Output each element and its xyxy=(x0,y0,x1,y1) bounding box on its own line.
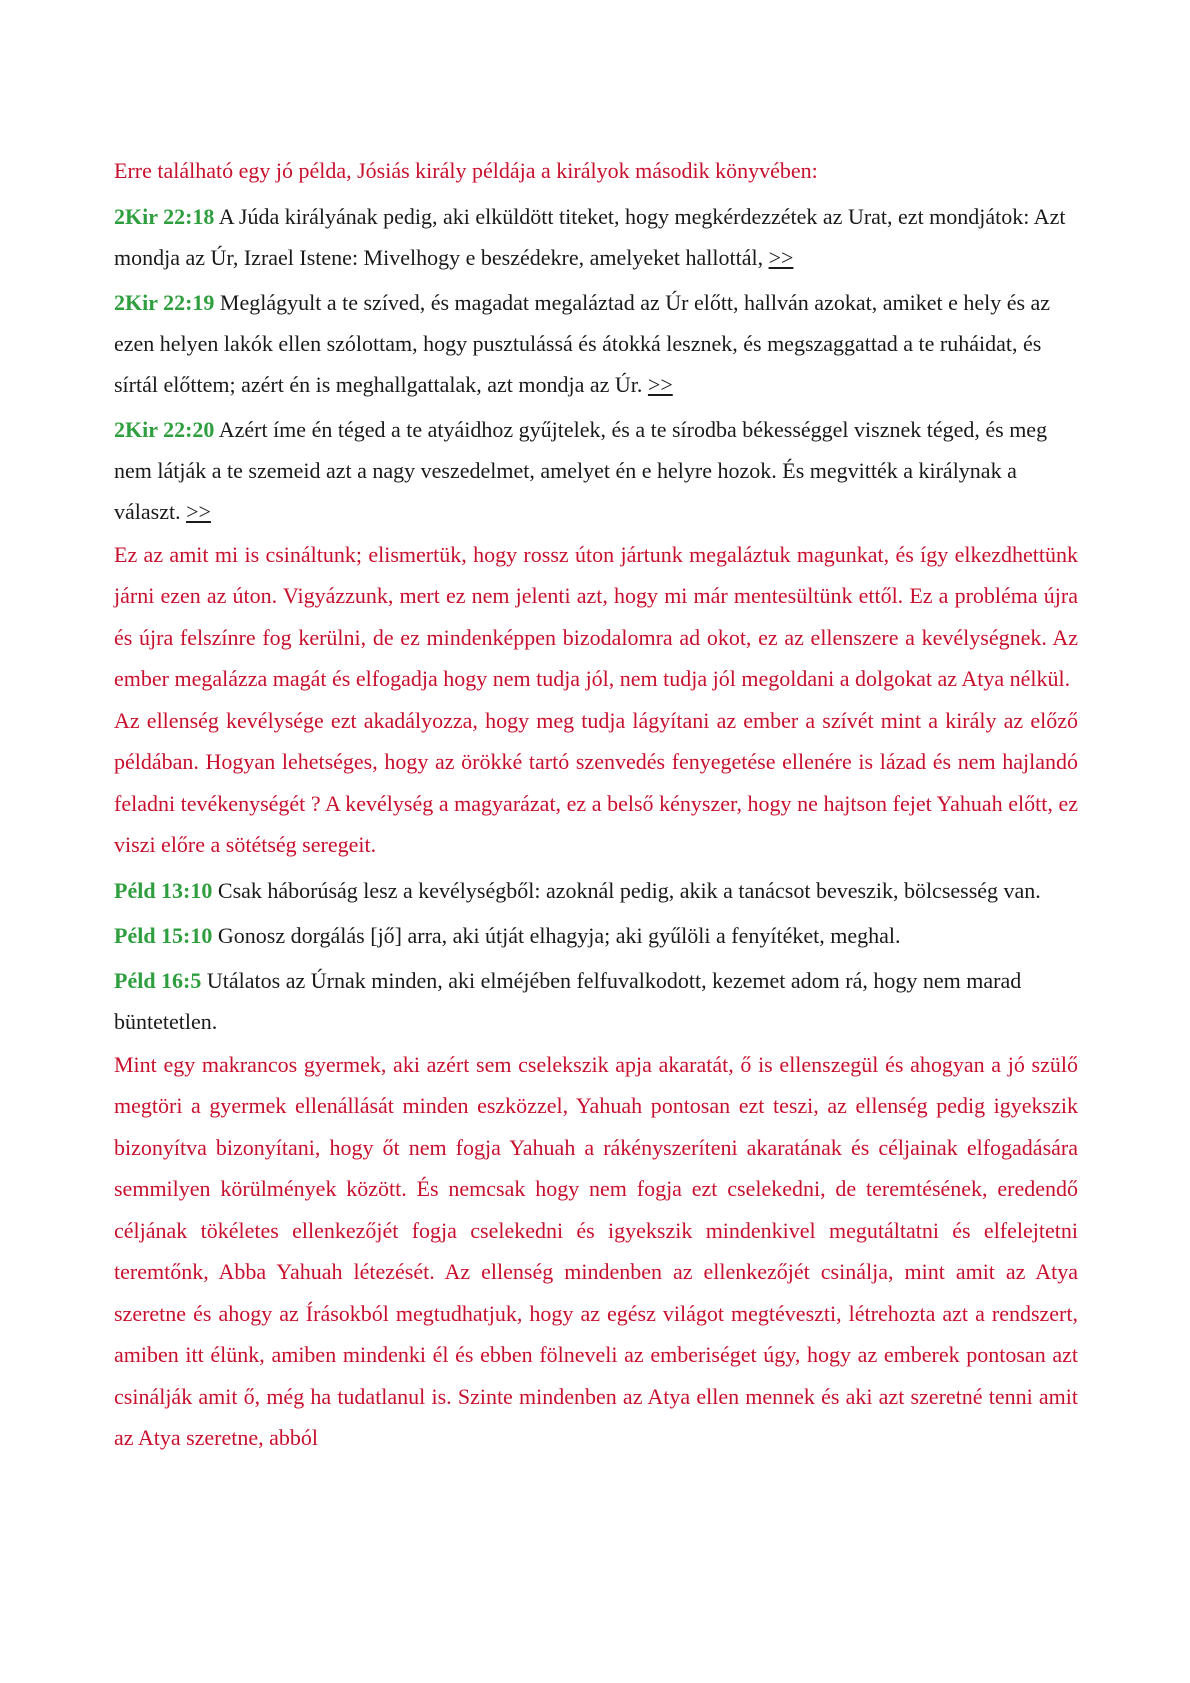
more-link[interactable]: >> xyxy=(647,371,673,397)
verse-text: Utálatos az Úrnak minden, aki elméjében felfuvalkodott, kezemet adom rá, hogy nem marad büntetetlen. xyxy=(114,967,1022,1034)
verse-paragraph xyxy=(114,282,1078,405)
verse-text: A Júda királyának pedig, aki elküldött titeket, hogy megkérdezzétek az Urat, ezt mondjátok: Azt mondja az Úr, Izrael Istene: Mivelhogy e beszédekre, amelyeket hallottál, xyxy=(114,203,1066,270)
verse-reference: Péld 13:10 xyxy=(114,877,213,903)
verse-paragraph xyxy=(114,960,1078,1042)
commentary-paragraph: Az ellenség kevélysége ezt akadályozza, hogy meg tudja lágyítani az ember a szívét mint a király az előző példában. Hogyan lehetséges, hogy az örökké tartó szenvedés fenyegetése ellenére is lázad és nem hajlandó feladni tevékenységét ? A kevélység a magyarázat, ez a belső kényszer, hogy ne hajtson fejet Yahuah előtt, ez viszi előre a sötétség seregeit. xyxy=(114,707,1078,857)
verse-reference: Péld 15:10 xyxy=(114,922,213,948)
verse-text: Csak háborúság lesz a kevélységből: azoknál pedig, akik a tanácsot beveszik, bölcsesség van. xyxy=(217,877,1041,903)
commentary-paragraph: Erre található egy jó példa, Jósiás király példája a királyok második könyvében: xyxy=(114,158,818,183)
verse-reference: 2Kir 22:18 xyxy=(114,203,215,229)
verse-reference: 2Kir 22:19 xyxy=(114,289,215,315)
more-link[interactable]: >> xyxy=(186,498,211,524)
verse-text: Meglágyult a te szíved, és magadat megaláztad az Úr előtt, hallván azokat, amiket e hely és az ezen helyen lakók ellen szólottam, hogy pusztulássá és átokká lesznek, és megszaggattad a te ruháidat, és sírtál előttem; azért én is meghallgattalak, azt mondja az Úr. xyxy=(114,289,1051,397)
more-link[interactable]: >> xyxy=(768,244,794,270)
commentary-paragraph: Mint egy makrancos gyermek, aki azért sem cselekszik apja akaratát, ő is ellenszegül és ahogyan a jó szülő megtöri a gyermek ellenállását minden eszközzel, Yahuah pontosan ezt teszi, az ellenség pedig igyekszik bizonyítva bizonyítani, hogy őt nem fogja Yahuah a rákényszeríteni akaratának és céljainak elfogadására semmilyen körülmények között. És nemcsak hogy nem fogja ezt cselekedni, de teremtésének, eredendő céljának tökéletes ellenkezőjét fogja cselekedni és igyekszik mindenkivel megutáltatni és elfelejtetni teremtőnk, Abba Yahuah létezését. Az ellenség mindenben az ellenkezőjét csinálja, mint amit az Atya szeretne és ahogy az Írásokból megtudhatjuk, hogy az egész világot megtéveszti, létrehozta azt a rendszert, amiben itt élünk, amiben mindenki él és ebben fölneveli az emberiséget úgy, hogy az emberek pontosan azt csinálják amit ő, még ha tudatlanul is. Szinte mindenben az Atya ellen mennek és aki azt szeretné tenni amit az Atya szeretne, abból xyxy=(114,1051,1078,1450)
verse-reference: Péld 16:5 xyxy=(114,967,202,993)
verse-paragraph xyxy=(114,409,1078,532)
verse-text: Azért íme én téged a te atyáidhoz gyűjtelek, és a te sírodba békességgel visznek téged, és meg nem látják a te szemeid azt a nagy veszedelmet, amelyet én e helyre hozok. És megvitték a királynak a választ. xyxy=(114,416,1048,524)
verse-paragraph xyxy=(114,196,1078,278)
verse-reference: 2Kir 22:20 xyxy=(114,416,215,442)
verse-paragraph xyxy=(114,915,1078,956)
document-body xyxy=(114,150,1078,1459)
verse-text: Gonosz dorgálás [jő] arra, aki útját elhagyja; aki gyűlöli a fenyítéket, meghal. xyxy=(217,922,901,948)
commentary-paragraph: Ez az amit mi is csináltunk; elismertük, hogy rossz úton jártunk megaláztuk magunkat, és így elkezdhettünk járni ezen az úton. Vigyázzunk, mert ez nem jelenti azt, hogy mi már mentesültünk ettől. Ez a probléma újra és újra felszínre fog kerülni, de ez mindenképpen bizodalomra ad okot, ez az ellenszere a kevélységnek. Az ember megalázza magát és elfogadja hogy nem tudja jól, nem tudja jól megoldani a dolgokat az Atya nélkül. xyxy=(114,541,1078,691)
verse-paragraph xyxy=(114,870,1078,911)
